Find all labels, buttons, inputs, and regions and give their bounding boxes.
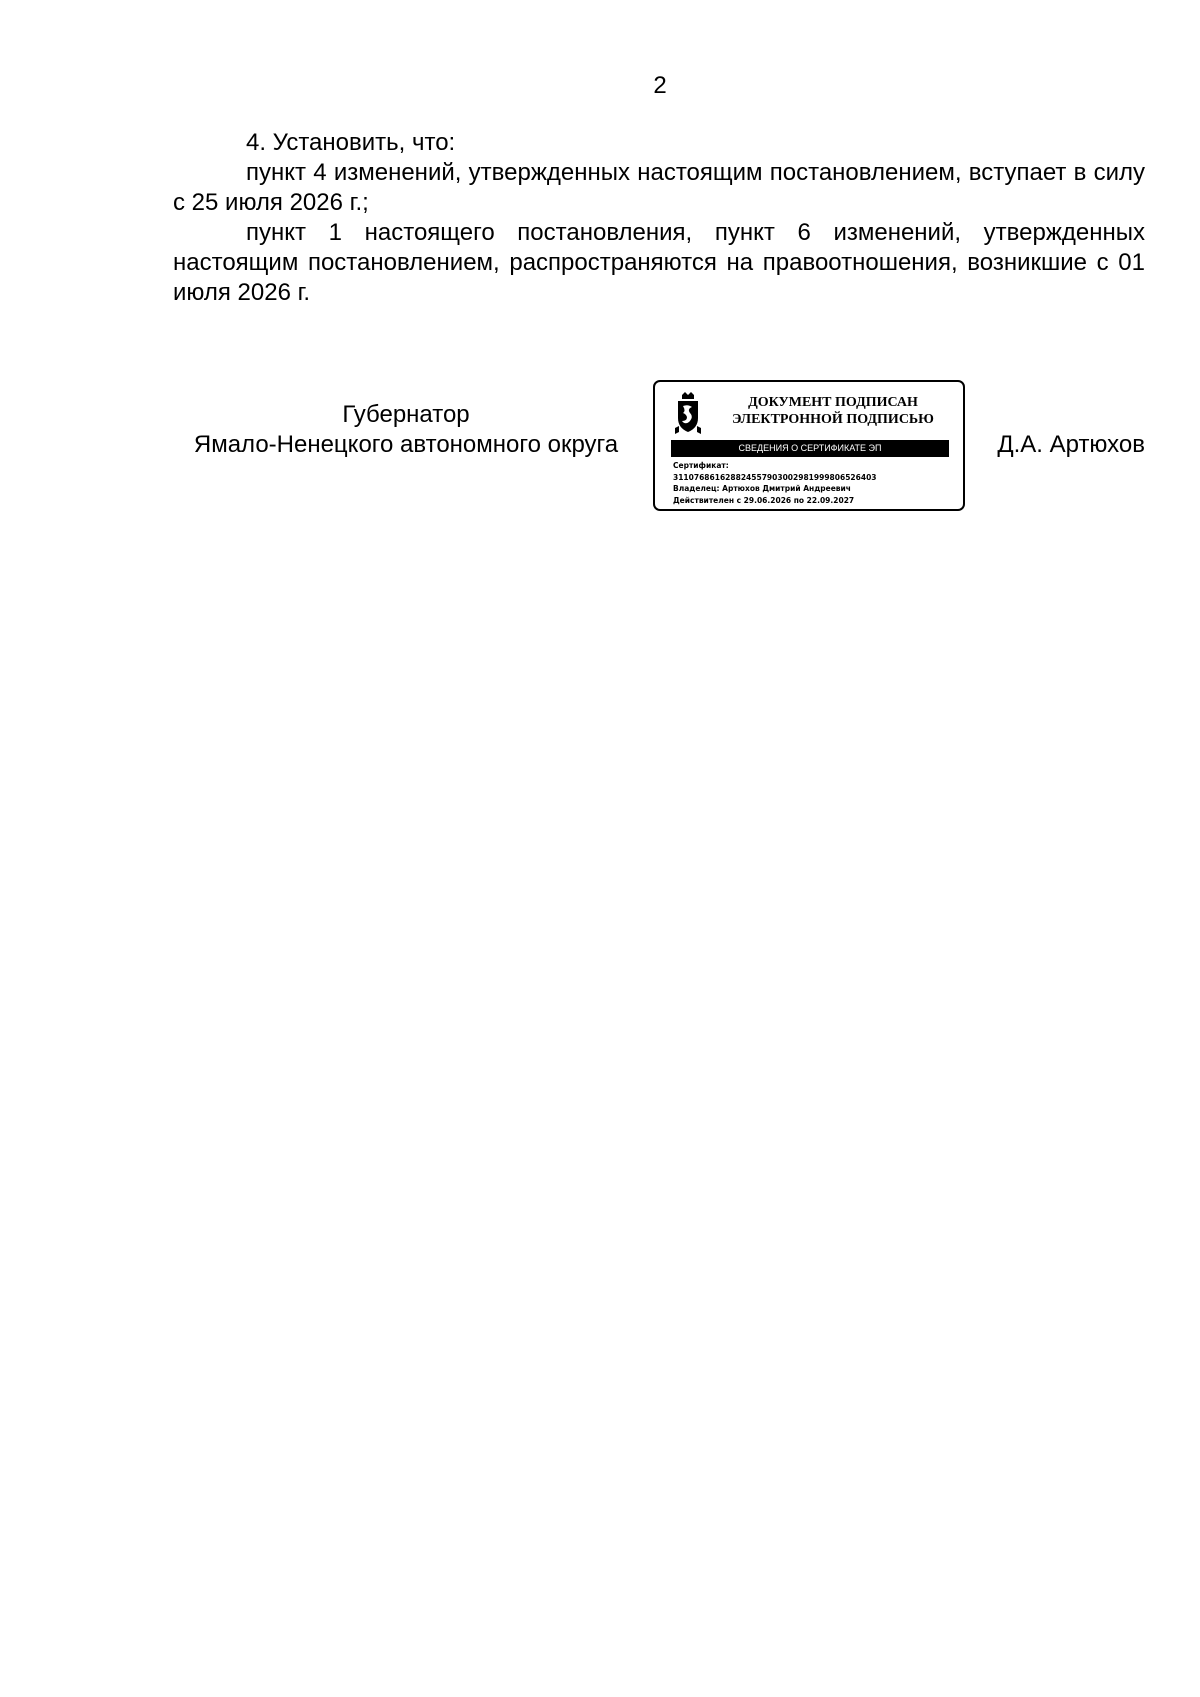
certificate-owner: Владелец: Артюхов Дмитрий Андреевич	[673, 484, 851, 493]
paragraph-retroactive: пункт 1 настоящего постановления, пункт 6 изменений, утвержденных настоящим постановлением, распространяются на правоотношения, возникшие с 01 июля 2026 г.	[173, 219, 1145, 306]
certificate-details	[673, 460, 877, 506]
certificate-info-bar: СВЕДЕНИЯ О СЕРТИФИКАТЕ ЭП	[671, 440, 949, 457]
paragraph-item-4: 4. Установить, что:	[246, 129, 456, 156]
page-number: 2	[653, 72, 667, 99]
signatory-position-line2: Ямало-Ненецкого автономного округа	[193, 431, 619, 458]
signatory-name: Д.А. Артюхов	[997, 431, 1145, 458]
certificate-validity: Действителен с 29.06.2026 по 22.09.2027	[673, 495, 855, 505]
stamp-title-line1: ДОКУМЕНТ ПОДПИСАН	[748, 395, 918, 410]
signature-block	[173, 380, 1145, 520]
stamp-title	[713, 394, 953, 428]
certificate-number: 311076861628824557903002981999806526403	[673, 472, 877, 482]
document-body	[173, 128, 1145, 308]
coat-of-arms-icon	[673, 392, 703, 434]
electronic-signature-stamp	[653, 380, 965, 511]
paragraph-effective-date: пункт 4 изменений, утвержденных настоящим постановлением, вступает в силу с 25 июля 2026 г.;	[173, 159, 1145, 216]
signatory-position-line1: Губернатор	[342, 401, 470, 428]
stamp-title-line2: ЭЛЕКТРОННОЙ ПОДПИСЬЮ	[732, 412, 934, 427]
signatory-position	[173, 400, 639, 460]
certificate-label: Сертификат:	[673, 461, 729, 470]
